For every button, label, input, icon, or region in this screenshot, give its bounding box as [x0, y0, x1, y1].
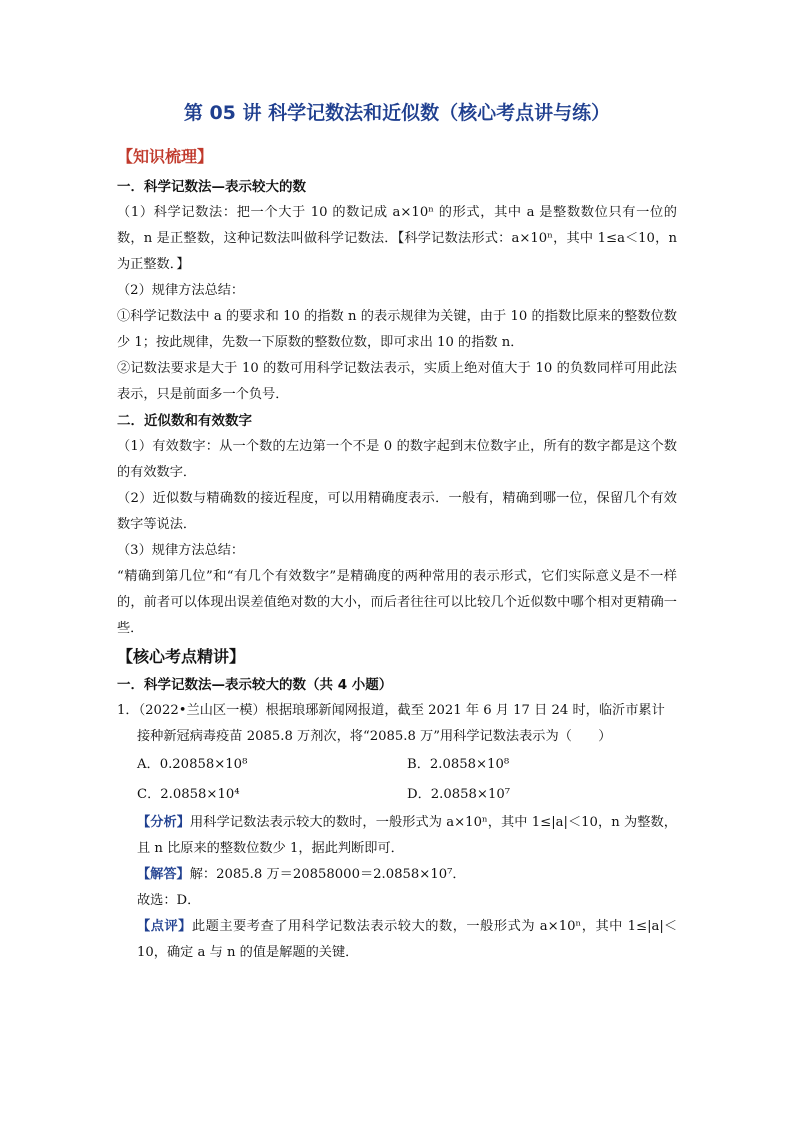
content — [117, 144, 677, 966]
knowledge-section-tag: 【知识梳理】 — [117, 147, 214, 166]
core-section-tag: 【核心考点精讲】 — [117, 647, 246, 666]
part1-heading: 一．科学记数法—表示较大的数 — [117, 179, 306, 195]
analysis-text: 用科学记数法表示较大的数时，一般形式为 a×10ⁿ，其中 1≤|a|＜10，n 为整数，且 n 比原来的整数位数少 1，据此判断即可． — [137, 815, 677, 856]
part2-p4: “精确到第几位”和“有几个有效数字”是精确度的两种常用的表示形式，它们实际意义是不一样的，前者可以体现出误差值绝对数的大小，而后者往往可以比较几个近似数中哪个相对更精确一些． — [117, 569, 677, 636]
part3-heading: 一．科学记数法—表示较大的数（共 4 小题） — [117, 677, 393, 693]
option-d: D．2.0858×10⁷ — [407, 787, 511, 802]
part2-p3: （3）规律方法总结： — [117, 543, 245, 558]
option-c: C．2.0858×10⁴ — [137, 787, 240, 802]
part1-p3: ①科学记数法中 a 的要求和 10 的指数 n 的表示规律为关键，由于 10 的指数比原来的整数位数少 1；按此规律，先数一下原数的整数位数，即可求出 10 的指数 n． — [117, 309, 677, 350]
comment-tag: 【点评】 — [137, 919, 192, 934]
answer — [117, 862, 677, 888]
part2-p1: （1）有效数字：从一个数的左边第一个不是 0 的数字起到末位数字止，所有的数字都是这个数的有效数字． — [117, 439, 677, 480]
analysis-tag: 【分析】 — [137, 815, 191, 830]
page-title: 第 05 讲 科学记数法和近似数（核心考点讲与练） — [183, 102, 611, 124]
choice: 故选：D． — [137, 893, 201, 908]
question-1-line1: 1．（2022•兰山区一模）根据琅琊新闻网报道，截至 2021 年 6 月 17 日 24 时，临沂市累计 — [117, 703, 665, 718]
part1-p2: （2）规律方法总结： — [117, 283, 245, 298]
answer-tag: 【解答】 — [137, 867, 190, 882]
option-a: A．0.20858×10⁸ — [137, 757, 248, 772]
part2-p2: （2）近似数与精确数的接近程度，可以用精确度表示．一般有，精确到哪一位，保留几个有效数字等说法． — [117, 491, 677, 532]
comment — [117, 914, 677, 966]
analysis — [117, 810, 677, 862]
comment-text: 此题主要考查了用科学记数法表示较大的数，一般形式为 a×10ⁿ，其中 1≤|a|＜10，确定 a 与 n 的值是解题的关键． — [137, 919, 678, 960]
options-row-1 — [117, 750, 677, 780]
part1-p4: ②记数法要求是大于 10 的数可用科学记数法表示，实质上绝对值大于 10 的负数同样可用此法表示，只是前面多一个负号． — [117, 361, 677, 402]
part1-p1: （1）科学记数法：把一个大于 10 的数记成 a×10ⁿ 的形式，其中 a 是整数数位只有一位的数，n 是正整数，这种记数法叫做科学记数法．【科学记数法形式：a×10ⁿ，其中 1≤a＜10，n 为正整数．】 — [117, 205, 677, 272]
option-b: B．2.0858×10⁸ — [407, 757, 510, 772]
answer-text: 解：2085.8 万＝20858000＝2.0858×10⁷． — [189, 867, 466, 882]
options-row-2 — [117, 780, 677, 810]
question-1-line2: 接种新冠病毒疫苗 2085.8 万剂次，将“2085.8 万”用科学记数法表示为（ ） — [137, 729, 612, 744]
part2-heading: 二．近似数和有效数字 — [117, 413, 252, 429]
